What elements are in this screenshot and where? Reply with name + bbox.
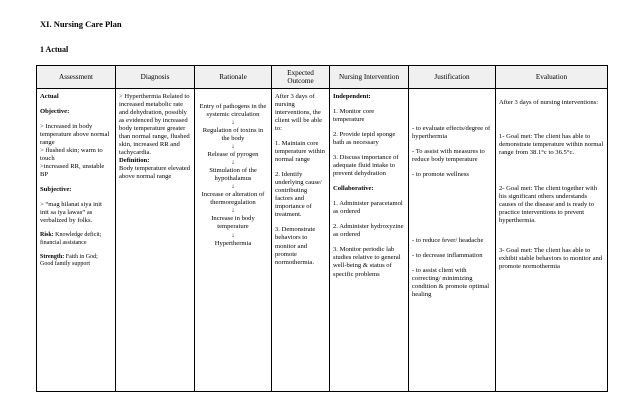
- header-assessment: Assessment: [37, 66, 116, 89]
- justification-item: - to promote wellness: [412, 171, 469, 179]
- definition-text: Body temperature elevated above normal range: [119, 165, 191, 181]
- intervention-item: 1. Monitor core temperature: [333, 108, 375, 124]
- rationale-step: Hyperthermia: [214, 239, 252, 247]
- rationale-step: Increase in body temperature: [211, 215, 255, 231]
- intervention-item: 3. Discuss importance of adequate fluid intake to prevent dehydration: [333, 154, 399, 178]
- arrow-down-icon: ↓: [231, 159, 235, 167]
- subjective-heading: Subjective:: [40, 186, 72, 194]
- outcome-item: 2. Identify underlying cause/ contributing factors and importance of treatment.: [275, 171, 322, 219]
- header-evaluation: Evaluation: [496, 66, 608, 89]
- independent-heading: Independent:: [333, 93, 371, 100]
- assessment-cell: [37, 89, 116, 392]
- rationale-step: Release of pyrogen: [207, 151, 259, 159]
- rationale-step: Stimulation of the hypothalamus: [209, 167, 257, 183]
- collaborative-heading: Collaborative:: [333, 185, 374, 193]
- header-justification: Justification: [409, 66, 496, 89]
- header-row: [37, 66, 608, 89]
- intervention-item: 2. Administer hydroxyzine as ordered: [333, 223, 404, 239]
- header-rationale: Rationale: [195, 66, 272, 89]
- arrow-down-icon: ↓: [231, 183, 235, 191]
- justification-item: - To assist with measures to reduce body temperature: [412, 148, 485, 164]
- objective-item: > Increased in body temperature above normal range: [40, 123, 110, 147]
- table-row: [37, 89, 608, 392]
- outcome-item: 3. Demonstrate behaviors to monitor and promote normothermia.: [275, 226, 316, 266]
- evaluation-item: 3- Goal met: The client has able to exhibit stable behaviors to monitor and promote normothermia: [499, 247, 603, 271]
- intervention-cell: [330, 89, 409, 392]
- evaluation-intro: After 3 days of nursing interventions:: [499, 99, 599, 106]
- rationale-step: Increase or alteration of thermoregulation: [201, 191, 265, 207]
- subjective-text: > “mag hilanat siya init init sa iya lawas” as verbalized by folks.: [40, 201, 102, 225]
- arrow-down-icon: ↓: [231, 231, 235, 239]
- evaluation-item: 1- Goal met: The client has able to demonstrate temperature within normal range from 38.1°c to 36.5°c.: [499, 133, 604, 157]
- rationale-cell: [195, 89, 272, 392]
- section-subtitle: 1 Actual: [40, 45, 69, 54]
- justification-item: - to assist client with correcting/ minimizing condition & promote optimal healing: [412, 267, 490, 299]
- risk-text: Knowledge deficit; financial assistance: [40, 232, 102, 246]
- diagnosis-main: > Hyperthermia Related to increased metabolic rate and dehydration, possibly as evidenced by increased body temperature greater than normal range, flushed skin, increased RR and tachycardia.: [119, 93, 190, 157]
- strength-text: Faith in God; Good family support: [40, 254, 98, 268]
- evaluation-cell: [496, 89, 608, 392]
- arrow-down-icon: ↓: [231, 143, 235, 151]
- justification-cell: [409, 89, 496, 392]
- intervention-item: 2. Provide tepid sponge bath as necessary: [333, 131, 396, 147]
- header-nursing-intervention: Nursing Intervention: [330, 66, 409, 89]
- risk-label: Risk:: [40, 232, 54, 239]
- strength-label: Strength:: [40, 254, 65, 261]
- risk-line: [40, 232, 112, 247]
- intervention-item: 3. Monitor periodic lab studies relative to general well-being & status of specific problems: [333, 246, 401, 278]
- outcome-item: 1. Maintain core temperature within normal range: [275, 140, 325, 164]
- outcome-cell: [272, 89, 330, 392]
- page-title: XI. Nursing Care Plan: [40, 19, 122, 29]
- objective-item: >increased RR, unstable BP: [40, 163, 105, 179]
- objective-item: > flushed skin; warm to touch: [40, 147, 103, 163]
- justification-item: - to decrease inflammation: [412, 252, 483, 260]
- justification-item: - to evaluate effects/degree of hyperthermia: [412, 125, 491, 141]
- assessment-label: Actual: [40, 93, 59, 100]
- arrow-down-icon: ↓: [231, 207, 235, 215]
- strength-line: [40, 254, 112, 269]
- objective-heading: Objective:: [40, 108, 70, 116]
- rationale-step: Regulation of toxins in the body: [202, 127, 264, 143]
- justification-item: - to reduce fever/ headache: [412, 237, 484, 245]
- arrow-down-icon: ↓: [231, 119, 235, 127]
- definition-label: Definition:: [119, 157, 150, 165]
- outcome-intro: After 3 days of nursing interventions, the client will be able to:: [275, 93, 323, 133]
- diagnosis-cell: [116, 89, 195, 392]
- header-expected-outcome: Expected Outcome: [272, 66, 330, 89]
- care-plan-table: [36, 65, 608, 392]
- intervention-item: 1. Administer paracetamol as ordered: [333, 200, 403, 216]
- rationale-step: Entry of pathogens in the systemic circulation: [199, 103, 267, 119]
- evaluation-item: 2- Goal met: The client together with his significant others understands causes of the disease and is ready to practice interventions to prevent hyperthermia.: [499, 185, 598, 225]
- header-diagnosis: Diagnosis: [116, 66, 195, 89]
